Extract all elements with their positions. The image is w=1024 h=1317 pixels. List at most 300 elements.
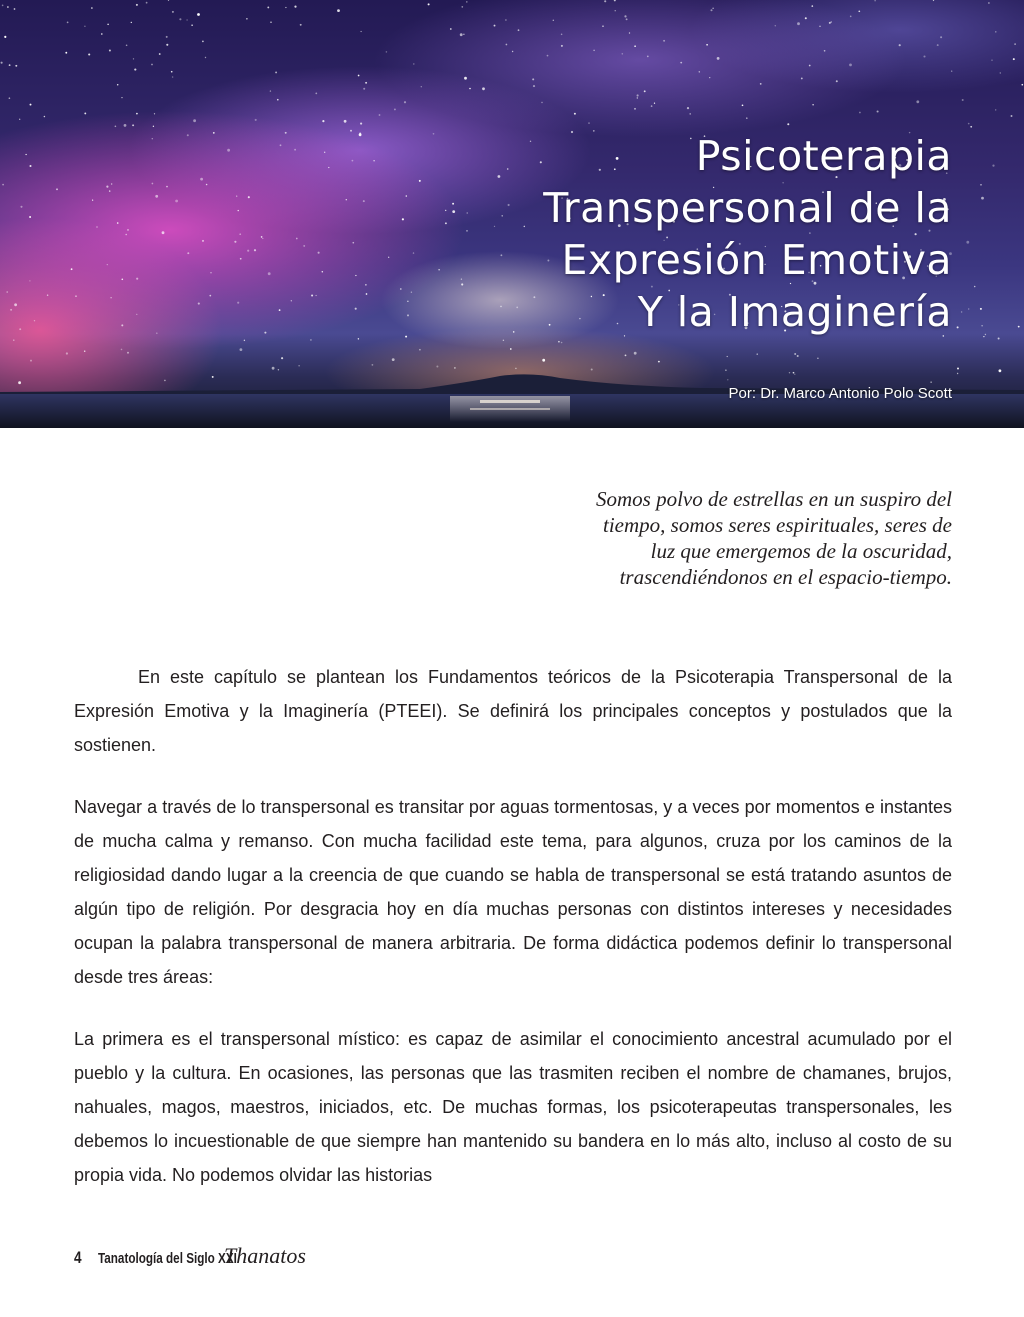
star-dot xyxy=(710,9,712,11)
star-dot xyxy=(84,112,86,114)
star-dot xyxy=(19,328,21,330)
star-dot xyxy=(436,365,438,367)
star-dot xyxy=(687,107,689,109)
star-dot xyxy=(237,302,239,304)
star-dot xyxy=(789,372,790,373)
star-dot xyxy=(193,119,196,122)
star-dot xyxy=(322,271,323,272)
star-dot xyxy=(2,184,4,186)
star-dot xyxy=(210,272,211,273)
star-dot xyxy=(717,57,720,60)
star-dot xyxy=(445,210,446,211)
star-dot xyxy=(850,16,852,18)
star-dot xyxy=(614,0,616,1)
star-dot xyxy=(166,186,168,188)
star-dot xyxy=(278,369,279,370)
star-dot xyxy=(311,294,313,296)
star-dot xyxy=(541,102,542,103)
star-dot xyxy=(574,113,576,115)
star-dot xyxy=(899,44,901,46)
star-dot xyxy=(151,64,153,66)
star-dot xyxy=(264,332,266,334)
star-dot xyxy=(542,359,545,362)
star-dot xyxy=(205,57,206,58)
star-dot xyxy=(940,36,942,38)
title-line: Expresión Emotiva xyxy=(561,236,952,284)
star-dot xyxy=(831,21,832,22)
star-dot xyxy=(419,349,421,351)
star-dot xyxy=(413,252,414,253)
star-dot xyxy=(328,167,329,168)
star-dot xyxy=(166,44,168,46)
star-dot xyxy=(179,18,181,20)
star-dot xyxy=(503,340,504,341)
star-dot xyxy=(352,160,354,162)
star-dot xyxy=(29,165,31,167)
star-dot xyxy=(134,69,136,71)
star-dot xyxy=(166,36,168,38)
star-dot xyxy=(419,180,421,182)
star-dot xyxy=(460,33,463,36)
star-dot xyxy=(651,105,653,107)
star-dot xyxy=(923,55,925,57)
body-paragraph: Navegar a través de lo transpersonal es transitar por aguas tormentosas, y a veces por momentos e instantes de mucha calma y remanso. Con mucha facilidad este tema, para algunos, cruza por los caminos de la religiosidad dando lugar a la creencia de que cuando se habla de transpersonal se está tratando asuntos de algún tipo de religión. Por desgracia hoy en día muchas personas con distintos intereses y necesidades ocupan la palabra transpersonal de manera arbitraria. De forma didáctica podemos definir lo transpersonal desde tres áreas: xyxy=(74,797,952,987)
star-dot xyxy=(365,284,366,285)
star-dot xyxy=(680,62,682,64)
star-dot xyxy=(136,4,138,6)
star-dot xyxy=(533,85,535,87)
star-dot xyxy=(30,104,32,106)
star-dot xyxy=(452,210,455,213)
star-dot xyxy=(937,44,939,46)
star-dot xyxy=(246,18,248,20)
star-dot xyxy=(88,53,90,55)
star-dot xyxy=(787,123,789,125)
star-dot xyxy=(236,195,237,196)
star-dot xyxy=(298,365,299,366)
star-dot xyxy=(350,130,352,132)
star-dot xyxy=(18,381,21,384)
star-dot xyxy=(593,50,594,51)
star-dot xyxy=(637,94,639,96)
star-dot xyxy=(172,76,174,78)
star-dot xyxy=(117,84,118,85)
star-dot xyxy=(706,44,708,46)
star-dot xyxy=(291,300,292,301)
star-dot xyxy=(407,314,409,316)
star-dot xyxy=(71,268,73,270)
star-dot xyxy=(239,233,241,235)
star-dot xyxy=(115,125,117,127)
star-dot xyxy=(532,78,534,80)
star-dot xyxy=(797,22,800,25)
star-dot xyxy=(373,160,374,161)
star-dot xyxy=(983,336,984,337)
star-dot xyxy=(344,120,347,123)
star-dot xyxy=(533,296,535,298)
star-dot xyxy=(464,77,467,80)
star-dot xyxy=(187,134,189,136)
star-dot xyxy=(197,13,200,16)
star-dot xyxy=(991,60,992,61)
star-dot xyxy=(824,50,826,52)
star-dot xyxy=(303,245,305,247)
star-dot xyxy=(125,234,127,236)
star-dot xyxy=(136,113,138,115)
star-dot xyxy=(168,0,169,1)
star-dot xyxy=(10,309,12,311)
star-dot xyxy=(358,338,359,339)
star-dot xyxy=(156,332,158,334)
star-dot xyxy=(995,31,996,32)
star-dot xyxy=(106,186,108,188)
star-dot xyxy=(363,88,365,90)
star-dot xyxy=(995,109,996,110)
star-dot xyxy=(988,2,990,4)
star-dot xyxy=(101,33,103,35)
star-dot xyxy=(658,361,660,363)
star-dot xyxy=(637,97,638,98)
star-dot xyxy=(117,222,119,224)
star-dot xyxy=(819,26,820,27)
star-dot xyxy=(980,308,982,310)
star-dot xyxy=(7,6,8,8)
star-dot xyxy=(428,3,430,5)
star-dot xyxy=(121,324,123,326)
star-dot xyxy=(202,240,204,242)
epigraph-line: Somos polvo de estrellas en un suspiro del xyxy=(596,487,952,511)
star-dot xyxy=(66,352,68,354)
star-dot xyxy=(44,116,46,118)
star-dot xyxy=(974,286,976,288)
body-paragraph: La primera es el transpersonal místico: es capaz de asimilar el conocimiento ancestral acumulado por el pueblo y la cultura. En ocasiones, las personas que las trasmiten reciben el nombre de chamanes, brujos, nahuales, magos, maestros, iniciados, etc. De muchas formas, los psicoterapeutas transpersonales, les debemos lo incuestionable de que siempre han mantenido su bandera en lo más alto, incluso al costo de su propia vida. No podemos olvidar las historias xyxy=(74,1029,952,1185)
star-dot xyxy=(154,113,155,114)
page-number: 4 xyxy=(74,1248,82,1267)
star-dot xyxy=(110,297,111,298)
star-dot xyxy=(588,122,589,123)
star-dot xyxy=(793,372,795,374)
star-dot xyxy=(255,119,257,121)
star-dot xyxy=(279,309,281,311)
star-dot xyxy=(469,88,471,90)
star-dot xyxy=(957,373,958,374)
star-dot xyxy=(29,280,30,281)
star-dot xyxy=(75,295,76,296)
star-dot xyxy=(131,22,132,23)
star-dot xyxy=(175,200,178,203)
star-dot xyxy=(405,336,407,338)
star-dot xyxy=(198,303,200,305)
star-dot xyxy=(466,230,467,231)
star-dot xyxy=(482,87,485,90)
star-dot xyxy=(466,1,468,3)
star-dot xyxy=(355,308,357,310)
star-dot xyxy=(794,353,796,355)
star-dot xyxy=(127,352,129,354)
star-dot xyxy=(107,264,108,265)
star-dot xyxy=(411,292,412,293)
star-dot xyxy=(322,120,324,122)
star-dot xyxy=(310,339,312,341)
epigraph-line: tiempo, somos seres espirituales, seres de xyxy=(603,513,952,537)
star-dot xyxy=(164,380,166,382)
body-paragraph: En este capítulo se plantean los Fundamentos teóricos de la Psicoterapia Transpersonal de la Expresión Emotiva y la Imaginería (PTEEI). Se definirá los principales conceptos y postulados que la sostienen. xyxy=(74,667,952,755)
star-dot xyxy=(9,64,11,66)
star-dot xyxy=(136,278,138,280)
star-dot xyxy=(240,348,243,351)
star-dot xyxy=(29,216,31,218)
star-dot xyxy=(281,357,283,359)
star-dot xyxy=(14,303,17,306)
star-dot xyxy=(136,314,137,315)
star-dot xyxy=(209,295,211,297)
star-dot xyxy=(172,11,174,13)
star-dot xyxy=(406,195,408,197)
star-dot xyxy=(992,165,994,167)
star-dot xyxy=(277,99,279,101)
star-dot xyxy=(962,99,964,101)
star-dot xyxy=(121,349,123,351)
star-dot xyxy=(663,40,665,42)
star-dot xyxy=(65,52,67,54)
star-dot xyxy=(625,355,627,357)
epigraph-line: trascendiéndonos en el espacio-tiempo. xyxy=(619,565,952,589)
star-dot xyxy=(159,53,161,55)
star-dot xyxy=(4,36,6,38)
star-dot xyxy=(262,238,263,239)
star-dot xyxy=(355,275,356,276)
star-dot xyxy=(817,358,819,360)
star-dot xyxy=(121,278,123,280)
star-dot xyxy=(200,178,203,181)
star-dot xyxy=(213,132,215,134)
star-dot xyxy=(155,195,158,198)
star-dot xyxy=(30,360,32,362)
star-dot xyxy=(404,101,406,103)
publication-name: Tanatología del Siglo XXI xyxy=(98,1250,237,1267)
star-dot xyxy=(267,6,269,8)
star-dot xyxy=(261,236,263,238)
star-dot xyxy=(553,20,554,21)
star-dot xyxy=(461,283,463,285)
star-dot xyxy=(247,250,249,252)
star-dot xyxy=(809,65,811,67)
star-dot xyxy=(998,338,1000,340)
star-dot xyxy=(450,28,452,30)
star-dot xyxy=(968,123,970,125)
star-dot xyxy=(494,226,495,227)
star-dot xyxy=(829,22,831,24)
star-dot xyxy=(152,138,153,139)
star-dot xyxy=(25,154,26,155)
star-dot xyxy=(933,0,934,1)
star-dot xyxy=(366,293,368,295)
star-dot xyxy=(709,77,710,78)
star-dot xyxy=(725,369,727,371)
star-dot xyxy=(6,291,8,293)
star-dot xyxy=(510,348,512,350)
star-dot xyxy=(121,97,122,98)
star-dot xyxy=(591,368,593,370)
star-dot xyxy=(506,44,508,46)
star-dot xyxy=(244,340,245,341)
star-dot xyxy=(634,108,636,110)
star-dot xyxy=(500,306,502,308)
star-dot xyxy=(727,356,728,357)
star-dot xyxy=(47,294,48,295)
star-dot xyxy=(916,100,919,103)
star-dot xyxy=(127,229,129,231)
star-dot xyxy=(615,10,616,11)
star-dot xyxy=(56,188,58,190)
star-dot xyxy=(981,325,982,326)
star-dot xyxy=(849,64,852,67)
star-dot xyxy=(634,45,636,47)
star-dot xyxy=(727,379,728,380)
star-dot xyxy=(452,203,454,205)
star-dot xyxy=(1011,115,1013,117)
star-dot xyxy=(275,71,277,73)
star-dot xyxy=(126,45,128,47)
star-dot xyxy=(634,352,637,355)
star-dot xyxy=(394,108,396,110)
star-dot xyxy=(400,288,402,290)
star-dot xyxy=(629,32,630,33)
star-dot xyxy=(324,152,325,153)
star-dot xyxy=(386,51,388,53)
star-dot xyxy=(379,114,381,116)
star-dot xyxy=(968,308,969,309)
star-dot xyxy=(445,222,447,224)
star-dot xyxy=(96,226,98,228)
star-dot xyxy=(1018,326,1020,328)
star-dot xyxy=(132,124,134,126)
star-dot xyxy=(561,45,563,47)
star-dot xyxy=(930,381,931,382)
star-dot xyxy=(285,7,286,8)
star-dot xyxy=(530,141,531,142)
star-dot xyxy=(558,341,560,343)
star-dot xyxy=(318,252,320,254)
star-dot xyxy=(84,26,86,28)
star-dot xyxy=(34,320,35,321)
star-dot xyxy=(358,75,360,77)
star-dot xyxy=(152,183,154,185)
star-dot xyxy=(513,331,515,333)
star-dot xyxy=(254,249,256,251)
star-dot xyxy=(359,132,361,134)
star-dot xyxy=(407,301,408,302)
star-dot xyxy=(421,86,422,87)
star-dot xyxy=(315,295,316,296)
star-dot xyxy=(91,7,93,9)
star-dot xyxy=(133,58,134,59)
star-dot xyxy=(454,367,456,369)
title-line: Psicoterapia xyxy=(695,132,952,180)
star-dot xyxy=(970,126,972,128)
title-line: Transpersonal de la xyxy=(543,184,952,232)
star-dot xyxy=(966,241,969,244)
star-dot xyxy=(363,200,365,202)
star-dot xyxy=(980,184,982,186)
star-dot xyxy=(388,257,389,258)
star-dot xyxy=(1014,43,1016,45)
star-dot xyxy=(124,124,127,127)
star-dot xyxy=(153,126,154,127)
star-dot xyxy=(109,49,111,51)
epigraph-quote xyxy=(596,486,952,590)
star-dot xyxy=(712,8,713,9)
star-dot xyxy=(626,18,628,20)
star-dot xyxy=(540,161,542,163)
star-dot xyxy=(296,238,298,240)
brand-logo-text: Thanatos xyxy=(224,1243,306,1268)
star-dot xyxy=(187,252,189,254)
star-dot xyxy=(644,90,646,92)
star-dot xyxy=(315,93,317,95)
star-dot xyxy=(801,77,803,79)
star-dot xyxy=(294,6,296,8)
star-dot xyxy=(92,200,93,201)
star-dot xyxy=(547,55,549,57)
star-dot xyxy=(1013,58,1015,60)
star-dot xyxy=(360,31,361,32)
star-dot xyxy=(270,22,271,23)
star-dot xyxy=(146,2,148,4)
star-dot xyxy=(859,112,861,114)
star-dot xyxy=(794,374,795,375)
page-footer xyxy=(74,1243,306,1273)
star-dot xyxy=(654,103,655,104)
star-dot xyxy=(512,51,513,52)
article-title xyxy=(543,130,952,338)
star-dot xyxy=(238,210,239,211)
star-dot xyxy=(561,342,563,344)
star-dot xyxy=(957,368,959,370)
star-dot xyxy=(191,25,192,26)
star-dot xyxy=(498,175,501,178)
star-dot xyxy=(874,0,875,1)
star-dot xyxy=(811,5,813,7)
star-dot xyxy=(360,123,362,125)
star-dot xyxy=(1000,72,1001,73)
star-dot xyxy=(508,204,510,206)
star-dot xyxy=(461,278,462,279)
star-dot xyxy=(285,132,287,134)
star-dot xyxy=(1021,84,1023,86)
star-dot xyxy=(463,34,464,35)
star-dot xyxy=(2,5,4,7)
star-dot xyxy=(337,9,340,12)
star-dot xyxy=(111,183,112,184)
star-dot xyxy=(524,226,526,228)
author-byline: Por: Dr. Marco Antonio Polo Scott xyxy=(728,385,952,402)
star-dot xyxy=(270,90,271,91)
star-dot xyxy=(775,25,776,26)
star-dot xyxy=(352,242,354,244)
star-dot xyxy=(248,196,250,198)
star-dot xyxy=(518,29,520,31)
star-dot xyxy=(67,22,69,24)
star-dot xyxy=(505,19,507,21)
epigraph-line: luz que emergemos de la oscuridad, xyxy=(650,539,952,563)
star-dot xyxy=(647,56,649,58)
star-dot xyxy=(280,144,282,146)
star-dot xyxy=(467,212,468,213)
star-dot xyxy=(797,355,799,357)
star-dot xyxy=(500,254,502,256)
star-dot xyxy=(516,307,518,309)
